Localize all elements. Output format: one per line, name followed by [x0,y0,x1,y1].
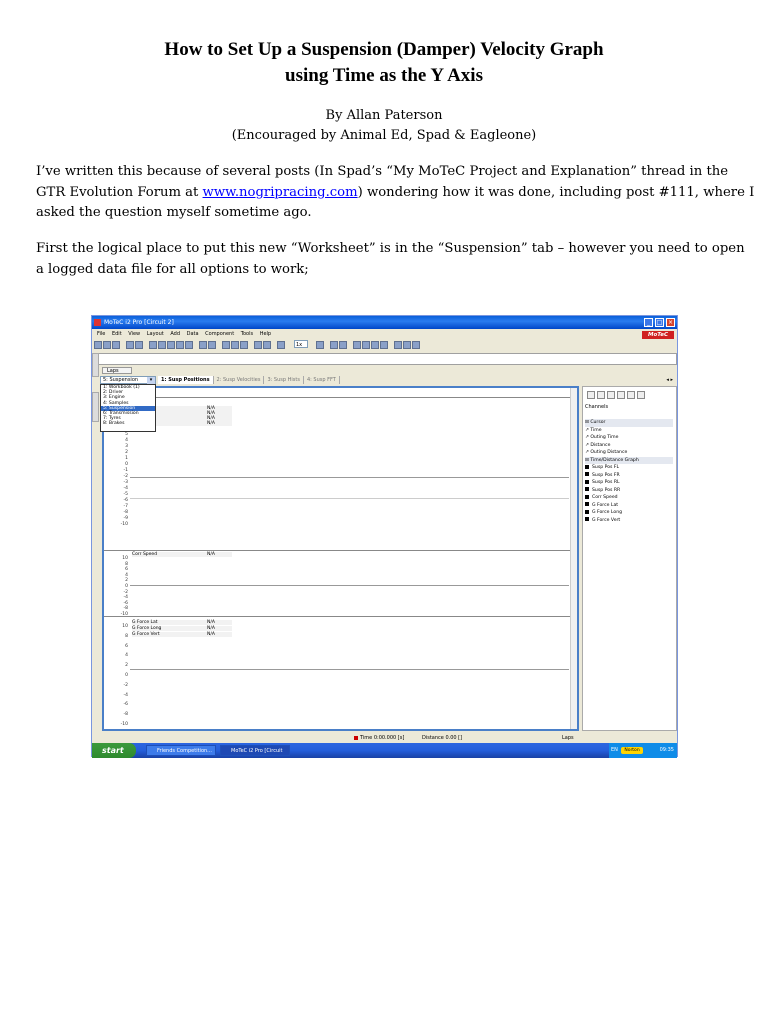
y-tick-label: -4 [123,692,128,698]
tree-item[interactable] [585,487,673,495]
y-tick-label: 10 [122,624,128,629]
pane-separator [104,616,577,617]
tree-label: Outing Distance [590,450,628,455]
maximize-icon[interactable]: □ [656,319,663,326]
gridline [130,585,569,586]
tab-susp-velocities[interactable]: 2: Susp Velocities [214,376,265,384]
y-tick-label: 5 [125,432,128,437]
tree-group[interactable] [585,419,673,427]
worksheet-selected-value: 5: Suspension [103,377,139,383]
value-na: N/A [207,406,215,411]
tab-scroll-arrows[interactable]: ◂ ▸ [666,377,673,383]
tree-label: Distance [590,442,611,448]
status-laps: Laps [562,735,574,741]
y-tick-label: -8 [123,712,128,718]
y-tick-label: -9 [123,516,128,521]
tab-susp-positions[interactable]: 1: Susp Positions [158,376,214,384]
menu-layout[interactable]: Layout [146,331,164,337]
menu-add[interactable]: Add [170,331,180,337]
y-tick-label: -2 [123,589,128,595]
tab-susp-hists[interactable]: 3: Susp Hists [264,376,304,384]
gridline [130,669,569,670]
worksheet-tabs [158,376,340,384]
value-na: N/A [207,416,215,421]
search-icon[interactable] [353,341,361,349]
author-credits: (Encouraged by Animal Ed, Spad & Eagleone) [231,128,537,143]
author-block [0,106,768,146]
cut-icon[interactable] [126,341,134,349]
tree-label: Susp Pos FR [592,472,620,478]
tree-item[interactable] [585,434,673,442]
copy-icon[interactable] [135,341,143,349]
marker-icon[interactable] [263,341,271,349]
print-icon[interactable] [112,341,120,349]
zoom-select[interactable]: 1x [294,340,308,348]
channel-color-icon [585,517,589,521]
motec-logo: MoTeC [642,331,674,339]
chevron-down-icon[interactable]: ▾ [147,377,155,384]
channel-color-icon [585,480,589,484]
dropdown-item[interactable]: 4: Samples [103,400,129,406]
split-icon[interactable] [412,341,420,349]
tree-item[interactable] [585,464,673,472]
start-button[interactable]: start [92,743,136,758]
nogripracing-link[interactable]: www.nogripracing.com [202,184,358,200]
graph-label-g-lat [132,620,232,625]
gauge-icon[interactable] [185,341,193,349]
filter-icon[interactable] [362,341,370,349]
g-vert-label: G Force Vert [132,632,160,637]
cursor-channel-icon: ↗ [585,427,591,433]
value-na: N/A [207,626,215,631]
y-tick-label: -3 [123,480,128,485]
tree-label: Susp Pos FL [592,465,620,470]
tree-label: Corr Speed [592,495,618,500]
norton-icon[interactable]: Norton [621,747,643,754]
tree-label: Time/Distance Graph [590,457,639,463]
y-tick-label: 1 [125,456,128,461]
settings-icon[interactable] [617,391,625,399]
tree-label: Time [590,427,602,433]
g-lat-label: G Force Lat [132,620,158,625]
channel-color-icon [585,502,589,506]
y-tick-label: -8 [123,510,128,515]
y-tick-label: 10 [122,556,128,561]
time-distance-graph[interactable] [102,386,579,731]
y-tick-label: 2 [125,663,128,669]
panel-toolbar [587,391,647,401]
dropdown-item[interactable]: 8: Brakes [103,421,125,427]
tree-label: Susp Pos RR [592,487,621,493]
math-icon[interactable] [371,341,379,349]
speed-label: Corr Speed [132,552,158,557]
window-title: MoTeC i2 Pro [Circuit 2] [104,319,174,326]
save-icon[interactable] [103,341,111,349]
close-icon[interactable]: × [667,319,674,326]
detail-view-icon[interactable] [607,391,615,399]
document-title-line-1: How to Set Up a Suspension (Damper) Velocity Graph [164,39,604,60]
tree-item[interactable] [585,479,673,487]
y-tick-label: -7 [123,504,128,509]
clock: 09:35 [659,747,674,753]
y-tick-label: -6 [123,702,128,708]
graph-label-speed [132,552,232,557]
tree-label: G Force Vert [592,517,621,523]
y-tick-label: -2 [123,474,128,479]
document-title-line-2: using Time as the Y Axis [285,65,483,86]
minimize-icon[interactable]: _ [644,318,653,327]
intro-paragraph [36,162,756,224]
tree-label: Outing Time [590,435,619,440]
zoom-in-icon[interactable] [330,341,338,349]
y-tick-label: 6 [125,643,128,649]
y-tick-label: -6 [123,600,128,606]
intro-text-2: ) wondering how it was done, including post #111, where I asked the question myself sometime ago. [36,184,755,220]
motec-screenshot [91,315,678,765]
author-name: By Allan Paterson [325,108,443,123]
worksheet-select[interactable] [100,376,156,384]
compare-icon[interactable] [403,341,411,349]
y-tick-label: -4 [123,595,128,601]
table-icon[interactable] [176,341,184,349]
tree-item[interactable] [585,442,673,450]
task-friends-competition[interactable]: Friends Competition... [146,745,216,756]
intro-text-1: I’ve written this because of several posts (In Spad’s “My MoTeC Project and Explanation” thread in the GTR Evolution Forum at [36,164,729,200]
dropdown-item[interactable]: 1: Workbook (1) [103,385,140,390]
status-bar [92,734,677,742]
laps-tab[interactable]: Laps [102,367,132,374]
options-icon[interactable] [277,341,285,349]
dropdown-item[interactable]: 6: Transmission [103,410,139,416]
tree-label: Susp Pos RL [592,480,620,485]
system-tray [609,743,677,758]
y-tick-label: -8 [123,606,128,612]
tree-view-icon[interactable] [597,391,605,399]
tree-item[interactable] [585,472,673,480]
export-icon[interactable] [637,391,645,399]
cursor-channel-icon: ↗ [585,435,591,440]
report-icon[interactable] [208,341,216,349]
collapse-icon[interactable]: ⊟ [585,457,591,463]
y-tick-label: -4 [123,486,128,491]
menu-tools[interactable]: Tools [240,331,254,337]
value-na: N/A [207,552,215,557]
y-tick-label: 0 [125,673,128,678]
cursor-icon[interactable] [254,341,262,349]
cursor-channel-icon: ↗ [585,450,591,455]
graph-icon[interactable] [149,341,157,349]
scatter-icon[interactable] [158,341,166,349]
filter-icon[interactable] [627,391,635,399]
menu-help[interactable]: Help [259,331,272,337]
tree-label: G Force Long [592,510,623,515]
channel-color-icon [585,465,589,469]
y-tick-label: -10 [120,722,128,727]
window-titlebar [92,316,677,329]
dropdown-item[interactable]: 2: Driver [103,390,124,396]
value-na: N/A [207,421,215,426]
open-icon[interactable] [94,341,102,349]
y-tick-label: -2 [123,682,128,688]
collapse-icon[interactable]: ⊟ [585,420,591,425]
y-tick-label: 8 [125,633,128,639]
status-time: Time 0:00.000 [s] [360,735,405,741]
toolbar [94,340,514,350]
gridline [130,498,569,499]
graph-separator [104,397,577,398]
overlay-icon[interactable] [394,341,402,349]
worksheet-dropdown-list [100,384,156,432]
status-distance: Distance 0.00 [] [422,735,463,741]
worksheet-paragraph: First the logical place to put this new “Worksheet” is in the “Suspension” tab – however you need to open a logged data file for all options to work; [36,241,745,277]
channel-color-icon [585,487,589,491]
tree-item[interactable] [585,449,673,457]
channels-panel [582,386,677,731]
taskbar [92,743,677,765]
y-tick-label: 6 [125,567,128,573]
menu-data[interactable]: Data [186,331,199,337]
tab-susp-fft[interactable]: 4: Susp FFT [304,376,340,384]
menu-file[interactable]: File [97,331,106,337]
app-icon [94,319,101,326]
vertical-tab-channels[interactable] [92,392,99,422]
tree-item[interactable] [585,502,673,510]
language-indicator[interactable]: EN [611,747,618,753]
histogram-icon[interactable] [167,341,175,349]
dropdown-item[interactable]: 7: Tyres [103,416,121,422]
menu-bar [92,329,677,339]
tree-group[interactable] [585,457,673,465]
y-tick-label: -10 [120,522,128,527]
value-na: N/A [207,411,215,416]
gridline [130,477,569,478]
graph-label-g-long [132,626,232,631]
track-icon[interactable] [199,341,207,349]
play-icon[interactable] [222,341,230,349]
y-tick-label: -6 [123,498,128,503]
y-tick-label: -1 [123,468,128,473]
channel-tree [585,419,673,524]
channel-color-icon [585,472,589,476]
pane-separator [104,550,577,551]
y-tick-label: -10 [120,612,128,617]
y-tick-label: 8 [125,561,128,567]
tree-item[interactable] [585,427,673,435]
tree-item[interactable] [585,494,673,502]
channel-color-icon [585,495,589,499]
pause-icon[interactable] [231,341,239,349]
y-tick-label: 4 [125,572,128,578]
y-tick-label: 2 [125,578,128,584]
zoom-out-icon[interactable] [339,341,347,349]
tree-item[interactable] [585,517,673,525]
y-tick-label: -5 [123,492,128,497]
value-na: N/A [207,620,215,625]
y-tick-label: 4 [125,438,128,443]
y-tick-label: 4 [125,653,128,659]
dropdown-item[interactable]: 3: Engine [103,395,125,401]
graph-label-g-vert [132,632,232,637]
stop-icon[interactable] [240,341,248,349]
task-motec[interactable]: MoTeC i2 Pro [Circuit 2] [220,745,290,756]
list-view-icon[interactable] [587,391,595,399]
channel-icon[interactable] [380,341,388,349]
menu-view[interactable]: View [128,331,141,337]
menu-component[interactable]: Component [205,331,235,337]
y-tick-label: 2 [125,450,128,455]
g-long-label: G Force Long [132,626,162,631]
cursor-channel-icon: ↗ [585,442,591,448]
y-tick-label: 0 [125,584,128,589]
y-tick-label: 3 [125,444,128,449]
tree-label: Cursor [590,420,606,425]
vertical-tab-details[interactable] [92,353,99,377]
y-tick-label: 0 [125,462,128,467]
record-icon [354,736,358,740]
channel-color-icon [585,510,589,514]
tree-label: G Force Lat [592,502,619,508]
channels-title: Channels [585,404,609,410]
value-na: N/A [207,632,215,637]
command-bar[interactable] [94,353,677,365]
menu-edit[interactable]: Edit [111,331,122,337]
dropdown-item-selected[interactable]: 5: Suspension [101,406,155,411]
graph-scrollbar[interactable] [570,388,577,729]
lap-icon[interactable] [316,341,324,349]
tree-item[interactable] [585,509,673,517]
